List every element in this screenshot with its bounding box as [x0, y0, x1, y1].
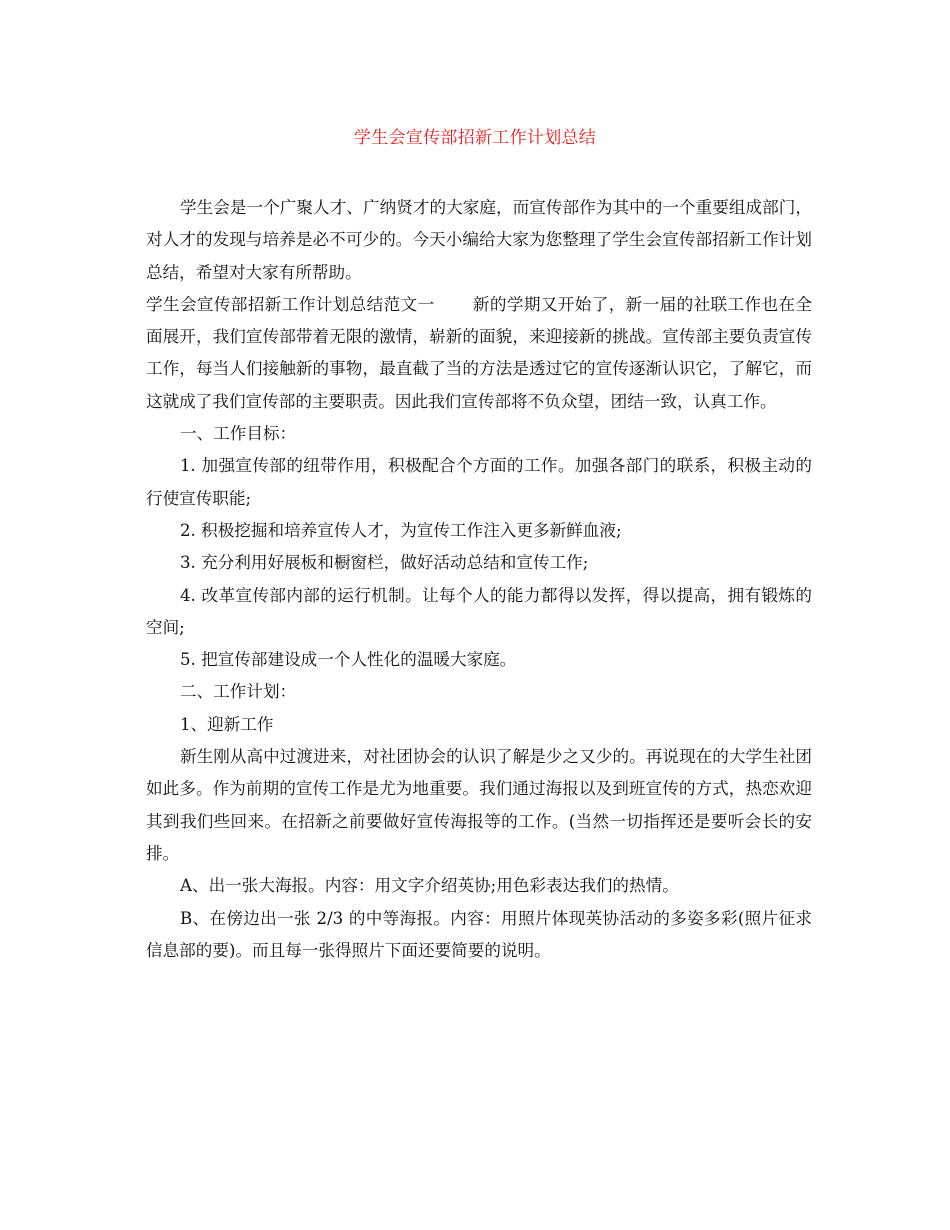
goal-item-3: 3. 充分利用好展板和橱窗栏，做好活动总结和宣传工作; [180, 553, 589, 573]
goal-item-5: 5. 把宣传部建设成一个人性化的温暖大家庭。 [180, 650, 517, 670]
document-body [146, 192, 812, 967]
goal-item-2: 2. 积极挖掘和培养宣传人才，为宣传工作注入更多新鲜血液; [180, 520, 622, 540]
document-title: 学生会宣传部招新工作计划总结 [353, 128, 597, 148]
poster-item-b: B、在傍边出一张 2/3 的中等海报。内容：用照片体现英协活动的多姿多彩(照片征求信息部的要)。而且每一张得照片下面还要简要的说明。 [146, 908, 812, 960]
poster-item-a: A、出一张大海报。内容：用文字介绍英协;用色彩表达我们的热情。 [180, 876, 679, 896]
welcome-heading: 1、迎新工作 [180, 714, 274, 734]
goal-item-1: 1. 加强宣传部的纽带作用，积极配合个方面的工作。加强各部门的联系，积极主动的行使宣传职能; [146, 456, 812, 508]
section-heading: 学生会宣传部招新工作计划总结范文一 [146, 294, 435, 314]
goals-heading: 一、工作目标： [180, 424, 297, 444]
goal-item-4: 4. 改革宣传部内部的运行机制。让每个人的能力都得以发挥，得以提高，拥有锻炼的空间; [146, 585, 812, 637]
section-paragraph [146, 289, 812, 418]
section-lead: 新的学期又开始了，新一届的社联工作也在全面展开，我们宣传部带着无限的激情，崭新的面貌，来迎接新的挑战。宣传部主要负责宣传工作，每当人们接触新的事物，最直截了当的方法是透过它的宣传逐渐认识它，了解它，而这就成了我们宣传部的主要职责。因此我们宣传部将不负众望，团结一致，认真工作。 [146, 294, 813, 411]
welcome-paragraph: 新生刚从高中过渡进来，对社团协会的认识了解是少之又少的。再说现在的大学生社团如此多。作为前期的宣传工作是尤为地重要。我们通过海报以及到班宣传的方式，热恋欢迎其到我们些回来。在招新之前要做好宣传海报等的工作。(当然一切指挥还是要听会长的安排。 [146, 747, 812, 863]
plan-heading: 二、工作计划： [180, 682, 297, 702]
intro-paragraph: 学生会是一个广聚人才、广纳贤才的大家庭，而宣传部作为其中的一个重要组成部门，对人才的发现与培养是必不可少的。今天小编给大家为您整理了学生会宣传部招新工作计划总结，希望对大家有所帮助。 [146, 198, 812, 282]
